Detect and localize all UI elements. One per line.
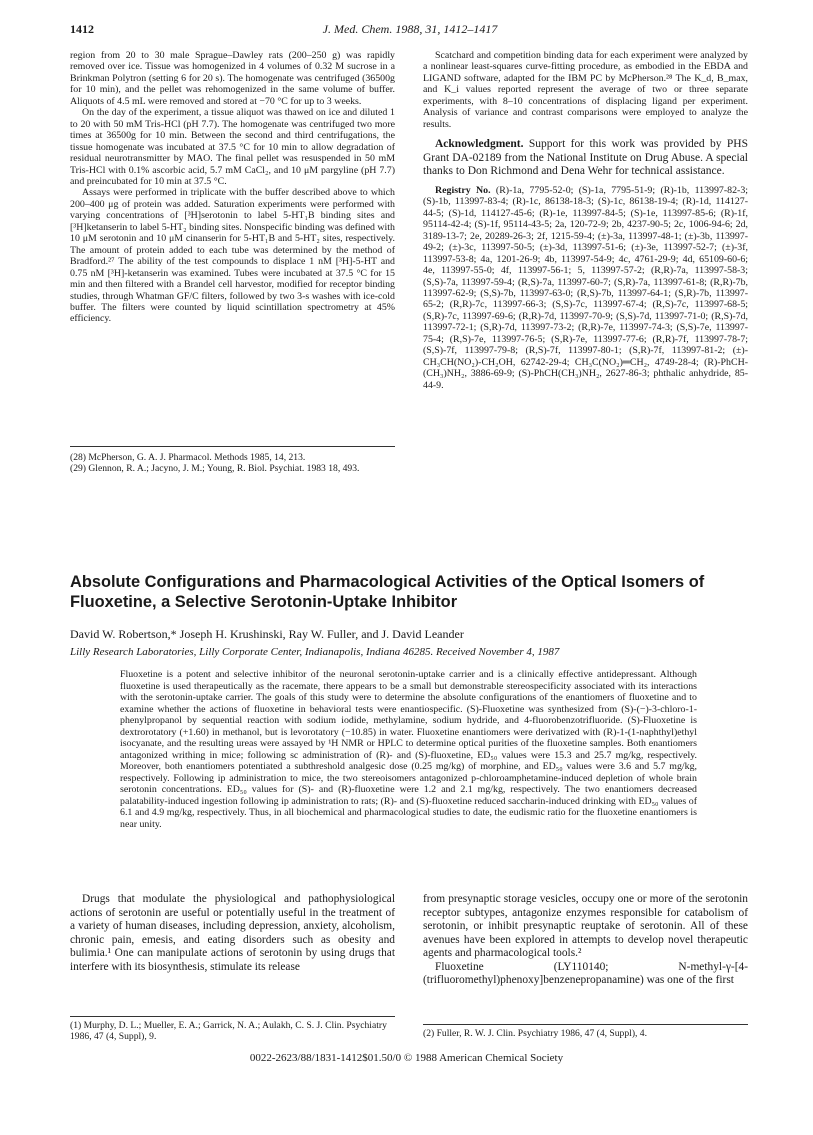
left-column	[70, 50, 395, 325]
acknowledgment-heading: Acknowledgment.	[435, 138, 524, 151]
article-affiliation: Lilly Research Laboratories, Lilly Corporate Center, Indianapolis, Indiana 46285. Received November 4, 1987	[70, 646, 560, 658]
article-authors: David W. Robertson,* Joseph H. Krushinski, Ray W. Fuller, and J. David Leander	[70, 627, 464, 641]
right-column	[423, 50, 748, 391]
intro-paragraph: from presynaptic storage vesicles, occupy one or more of the serotonin receptor subtypes, antagonize enzymes responsible for catabolism of serotonin, or inhibit presynaptic reuptake of serotonin. All of these avenues have been explored in attempts to develop novel therapeutic agents and pharmacological tools.²	[423, 893, 748, 959]
footnote: (29) Glennon, R. A.; Jacyno, J. M.; Young, R. Biol. Psychiat. 1983 18, 493.	[70, 463, 360, 474]
footnote-divider	[423, 1024, 748, 1025]
analysis-paragraph: Scatchard and competition binding data for each experiment were analyzed by a nonlinear least-squares curve-fitting procedure, as embodied in the EBDA and LIGAND software, adapted for the IBM PC by McPherson.²⁸ The K_d, B_max, and K_i values reported represent the average of two or three separate experiments, with 8–10 concentrations of displacing ligand per experiment. Analysis of variance and contrast comparisons were employed to analyze the results.	[423, 50, 748, 130]
footnote-divider	[70, 1016, 395, 1017]
article-abstract: Fluoxetine is a potent and selective inhibitor of the neuronal serotonin-uptake carrier and is a clinically effective antidepressant. Although fluoxetine is used therapeutically as the racemate, there appears to be a small but demonstrable stereospecificity associated with its interactions with the serotonin-uptake carrier. The goals of this study were to determine the absolute configurations of the enantiomers of fluoxetine and to examine whether the actions of fluoxetine in behavioral tests were enantiospecific. (S)-Fluoxetine was synthesized from (S)-(−)-3-chloro-1-phenylpropanol by sequential reaction with sodium iodide, methylamine, sodium hydride, and 4-fluorobenzotrifluoride. (S)-Fluoxetine is dextrorotatory (+1.60) in methanol, but is levorotatory (−10.85) in water. Fluoxetine enantiomers were derivatized with (R)-1-(1-naphthyl)ethyl isocyanate, and the resulting ureas were assayed by ¹H NMR or HPLC to determine optical purities of the fluoxetine samples. Both enantiomers antagonized writhing in mice; following sc administration of (R)- and (S)-fluoxetine, ED₅₀ values were 15.3 and 25.7 mg/kg, respectively. Moreover, both enantiomers potentiated a subthreshold analgesic dose (0.25 mg/kg) of morphine, and ED₅₀ values were 3.6 and 5.7 mg/kg, respectively. Following ip administration to mice, the two stereoisomers antagonized p-chloroamphetamine-induced depletion of whole brain serotonin concentrations. ED₅₀ values for (S)- and (R)-fluoxetine were 1.2 and 2.1 mg/kg, respectively. The two enantiomers decreased palatability-induced ingestion following ip administration to rats; (R)- and (S)-fluoxetine reduced saccharin-induced drinking with ED₅₀ values of 6.1 and 4.9 mg/kg, respectively. Thus, in all biochemical and pharmacological studies to date, the eudismic ratio for the fluoxetine enantiomers is near unity.	[120, 669, 697, 830]
acknowledgment	[423, 138, 748, 179]
copyright-footer: 0022-2623/88/1831-1412$01.50/0 © 1988 American Chemical Society	[249, 1052, 564, 1064]
registry-numbers	[423, 185, 748, 391]
footnote-right-article: (2) Fuller, R. W. J. Clin. Psychiatry 1986, 47 (4, Suppl), 4.	[423, 1028, 648, 1039]
intro-paragraph: Fluoxetine (LY110140; N-methyl-γ-[4-(trifluoromethyl)phenoxy]benzenepropanamine) was one of the first	[423, 960, 748, 986]
acknowledgment-text: Support for this work was provided by PHS Grant DA-02189 from the National Institute on Drug Abuse. A special thanks to Don Richmond and Dena Wehr for technical assistance.	[423, 138, 748, 178]
page-header	[70, 22, 750, 40]
methods-paragraph: region from 20 to 30 male Sprague–Dawley rats (200–250 g) was rapidly removed over ice. Tissue was homogenized in 4 volumes of 0.32 M sucrose in a Brinkman Polytron (setting 6 for 20 s). The homogenate was centrifuged (36500g for 10 min), and the pellet was rehomogenized in the same volume of buffer. Aliquots of 4.5 mL were removed and stored at −70 °C for up to 3 weeks.	[70, 50, 395, 107]
footnote-left-article: (1) Murphy, D. L.; Mueller, E. A.; Garrick, N. A.; Aulakh, C. S. J. Clin. Psychiatry 1986, 47 (4, Suppl), 9.	[70, 1020, 387, 1042]
intro-right	[423, 893, 748, 988]
footnotes-left	[70, 452, 395, 474]
methods-paragraph: On the day of the experiment, a tissue aliquot was thawed on ice and diluted 1 to 20 with 50 mM Tris-HCl (pH 7.7). The homogenate was centrifuged two more times at 36500g for 10 min. Between the second and third centrifugations, the tissue homogenate was incubated at 37.5 °C for 10 min to allow degradation of residual neurotransmitter by MAO. The final pellet was resuspended in 50 mM Tris-HCl with 0.1% ascorbic acid, 5.7 mM CaCl₂, and 10 μM pargyline (pH 7.7) and preincubated for 10 min at 37.5 °C.	[70, 107, 395, 187]
journal-citation: J. Med. Chem. 1988, 31, 1412–1417	[322, 22, 498, 36]
page-number: 1412	[70, 22, 94, 36]
intro-left	[70, 893, 395, 974]
article-title: Absolute Configurations and Pharmacological Activities of the Optical Isomers of Fluoxetine, a Selective Serotonin-Uptake Inhibitor	[70, 573, 705, 611]
methods-paragraph: Assays were performed in triplicate with the buffer described above to which 200–400 μg of protein was added. Saturation experiments were performed with varying concentrations of [³H]serotonin to label 5-HT₁B binding sites and [³H]ketanserin to label 5-HT₂ binding sites. Nonspecific binding was defined with 10 μM serotonin and 10 μM cinanserin for 5-HT₁B and 5-HT₂ sites, respectively. The amount of protein added to each tube was determined by the method of Bradford.²⁷ The ability of the test compounds to displace 1 nM [³H]-5-HT and 0.75 nM [³H]-ketanserin was examined. Tubes were incubated at 37.5 °C for 15 min and then filtered with a Brandel cell harvestor, modified for receptor binding studies, through Whatman GF/C filters, followed by two 3-s washes with ice-cold buffer. The filters were counted by liquid scintillation spectrometry at 45% efficiency.	[70, 187, 395, 325]
intro-paragraph: Drugs that modulate the physiological and pathophysiological actions of serotonin are useful or potentially useful in the treatment of a variety of human diseases, including depression, anxiety, alcoholism, chronic pain, emesis, and eating disorders such as obesity and bulimia.¹ One can manipulate actions of serotonin by using drugs that interfere with its biosynthesis, stimulate its release	[70, 893, 395, 973]
registry-text: (R)-1a, 7795-52-0; (S)-1a, 7795-51-9; (R)-1b, 113997-82-3; (S)-1b, 113997-83-4; (R)-1c, 86138-18-3; (S)-1c, 86138-19-4; (R)-1d, 114127-44-5; (S)-1d, 114127-45-6; (R)-1e, 113997-84-5; (S)-1e, 113997-85-6; (R)-1f, 95114-42-4; (S)-1f, 95114-43-5; 2a, 120-72-9; 2b, 4237-90-5; 2c, 1006-94-6; 2d, 3189-13-7; 2e, 20289-26-3; 2f, 1215-59-4; (±)-3a, 113997-48-1; (±)-3b, 113997-49-2; (±)-3c, 113997-50-5; (±)-3d, 113997-51-6; (±)-3e, 113997-52-7; (±)-3f, 113997-53-8; 4a, 1201-26-9; 4b, 113997-54-9; 4c, 4761-29-9; 4d, 65109-60-6; 4e, 113997-55-0; 4f, 113997-56-1; 5, 113997-57-2; (R,R)-7a, 113997-58-3; (S,S)-7a, 113997-59-4; (R,S)-7a, 113997-60-7; (S,R)-7a, 113997-61-8; (R,R)-7b, 113997-62-9; (S,S)-7b, 113997-63-0; (R,S)-7b, 113997-64-1; (S,R)-7b, 113997-65-2; (R,R)-7c, 113997-66-3; (S,S)-7c, 113997-67-4; (R,S)-7c, 113997-68-5; (S,R)-7c, 113997-69-6; (R,R)-7d, 113997-70-9; (S,S)-7d, 113997-71-0; (R,S)-7d, 113997-72-1; (S,R)-7d, 113997-73-2; (R,R)-7e, 113997-74-3; (S,S)-7e, 113997-75-4; (R,S)-7e, 113997-76-5; (S,R)-7e, 113997-77-6; (R,R)-7f, 113997-78-7; (S,S)-7f, 113997-79-8; (R,S)-7f, 113997-80-1; (S,R)-7f, 113997-81-2; (±)-CH₃CH(NO₂)-CH₂OH, 62742-29-4; CH₃C(NO₂)═CH₂, 4749-28-4; (R)-PhCH-(CH₃)NH₂, 3886-69-9; (S)-PhCH(CH₃)NH₂, 2627-86-3; phthalic anhydride, 85-44-9.	[423, 184, 749, 391]
footnote: (28) McPherson, G. A. J. Pharmacol. Methods 1985, 14, 213.	[70, 452, 306, 463]
registry-heading: Registry No.	[435, 184, 491, 196]
footnote-divider	[70, 446, 395, 447]
